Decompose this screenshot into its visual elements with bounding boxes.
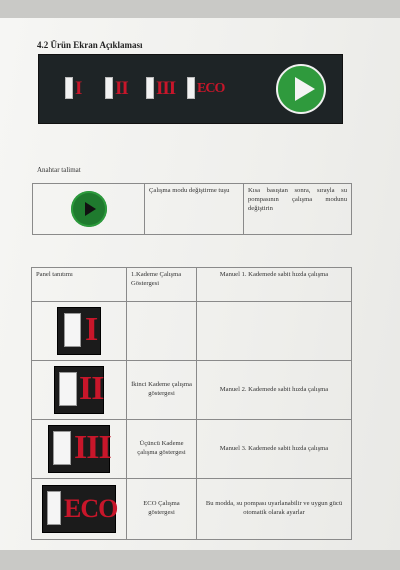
switch-section-title: Anahtar talimat xyxy=(37,166,81,174)
switch-table xyxy=(32,183,352,235)
indicator-name: İkinci Kademe çalışma göstergesi xyxy=(127,361,197,420)
table-row xyxy=(32,479,352,540)
play-icon xyxy=(276,64,326,114)
indicator-cell xyxy=(32,361,127,420)
indicator-1 xyxy=(65,77,85,101)
indicator-eco xyxy=(187,77,231,101)
indicator-window xyxy=(65,77,73,99)
switch-description: Kısa basıştan sonra, sırayla su pompasının çalışma modunu değiştirin xyxy=(244,184,352,235)
control-panel-image xyxy=(38,54,343,124)
play-button-icon xyxy=(71,191,107,227)
indicator-label: II xyxy=(115,78,128,99)
switch-icon-cell xyxy=(33,184,145,235)
indicator-label: ECO xyxy=(197,81,225,96)
indicator-window xyxy=(146,77,154,99)
indicator-3 xyxy=(146,77,182,101)
table-row xyxy=(32,361,352,420)
indicator-cell xyxy=(32,479,127,540)
indicator-cell xyxy=(32,420,127,479)
section-heading: 4.2 Ürün Ekran Açıklaması xyxy=(37,40,143,50)
indicator-name: ECO Çalışma göstergesi xyxy=(127,479,197,540)
indicator-2-image: II xyxy=(54,366,104,414)
indicator-description: Bu modda, su pompası uyarlanabilir ve uygun gücü otomatik olarak ayarlar xyxy=(197,479,352,540)
indicator-label: III xyxy=(156,78,176,99)
panel-table xyxy=(31,267,352,540)
indicator-window xyxy=(105,77,113,99)
header-panel: Panel tanıtımı xyxy=(32,268,127,302)
indicator-name: Üçüncü Kademe çalışma göstergesi xyxy=(127,420,197,479)
indicator-description: Manuel 2. Kademede sabit hızda çalışma xyxy=(197,361,352,420)
indicator-description: Manuel 3. Kademede sabit hızda çalışma xyxy=(197,420,352,479)
indicator-eco-image: ECO xyxy=(42,485,116,533)
document-page xyxy=(0,18,400,550)
indicator-window xyxy=(187,77,195,99)
switch-function: Çalışma modu değiştirme tuşu xyxy=(145,184,244,235)
indicator-2 xyxy=(105,77,135,101)
indicator-3-image: III xyxy=(48,425,110,473)
indicator-name xyxy=(127,302,197,361)
table-row xyxy=(32,302,352,361)
indicator-cell xyxy=(32,302,127,361)
indicator-description xyxy=(197,302,352,361)
indicator-1-image: I xyxy=(57,307,101,355)
indicator-label: I xyxy=(75,78,82,99)
table-row xyxy=(32,420,352,479)
header-level1-desc: Manuel 1. Kademede sabit hızda çalışma xyxy=(197,268,352,302)
header-level1: 1.Kademe Çalışma Göstergesi xyxy=(127,268,197,302)
